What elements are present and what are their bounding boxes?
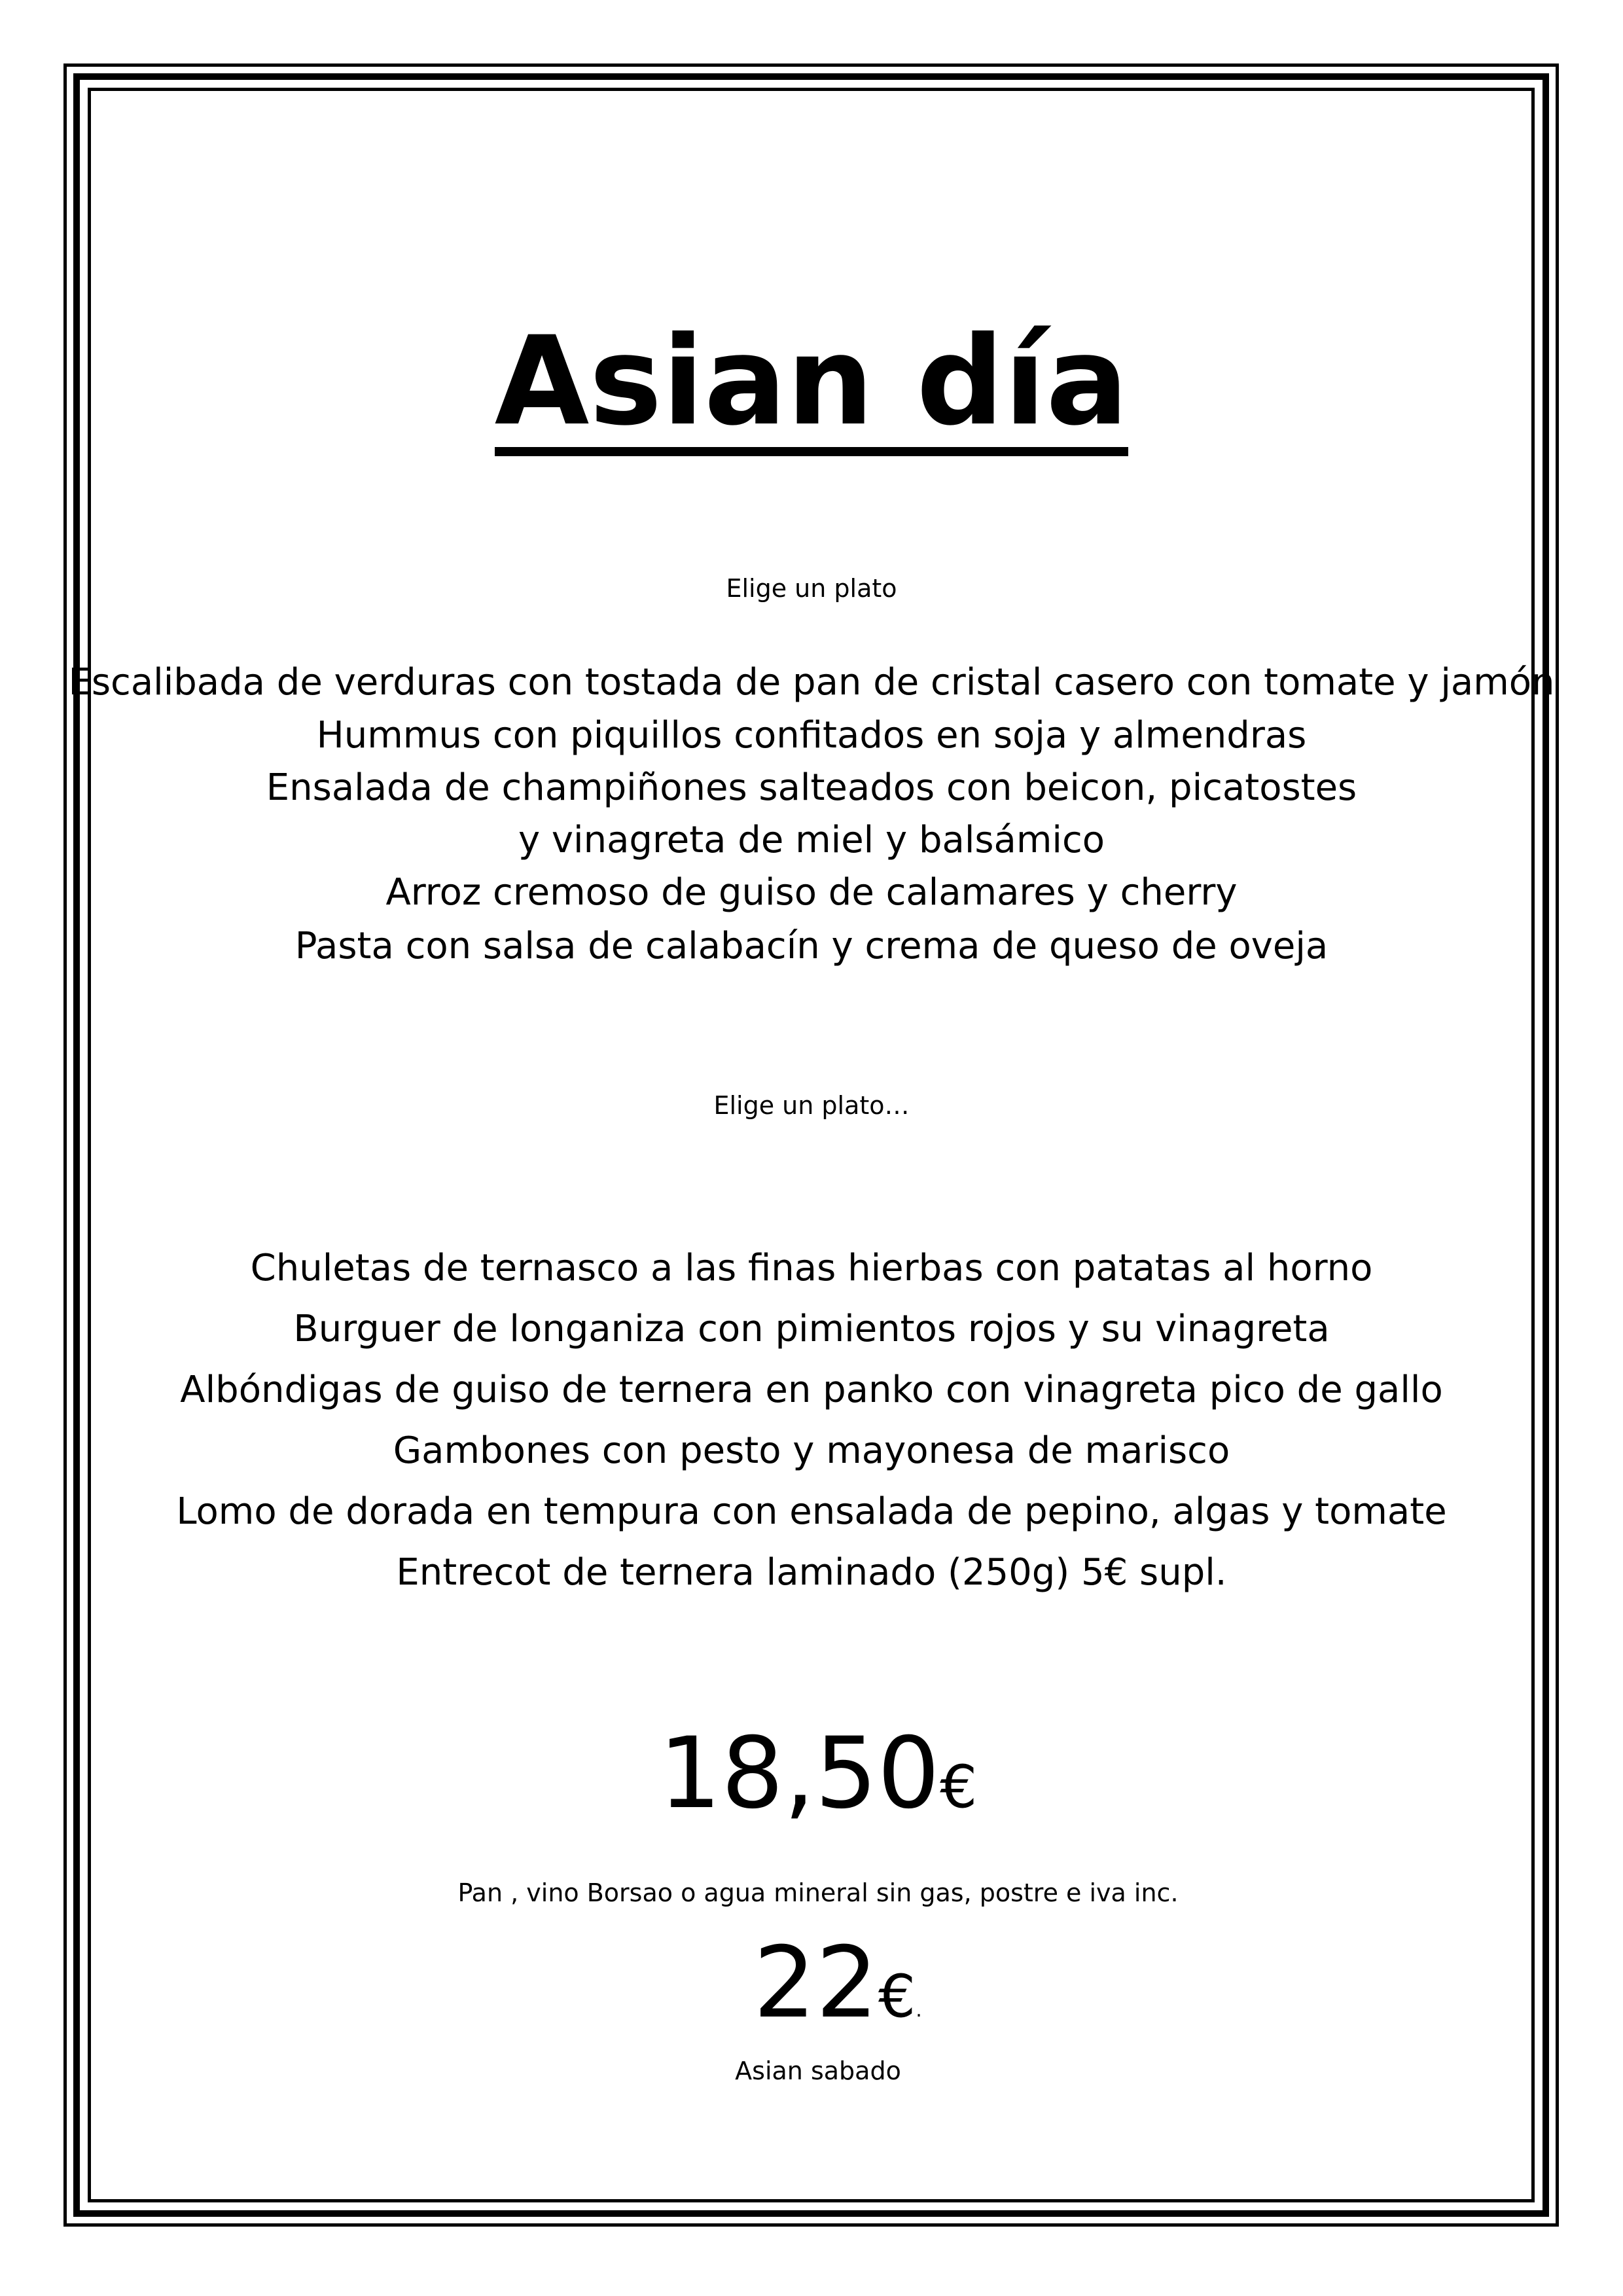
main-item: Entrecot de ternera laminado (250g) 5€ supl. bbox=[396, 1551, 1227, 1594]
starter-item: Arroz cremoso de guiso de calamares y cherry bbox=[385, 871, 1238, 914]
section2-instruction: Elige un plato… bbox=[713, 1091, 910, 1120]
saturday-price-suffix: . bbox=[916, 1999, 922, 2022]
starter-item: Hummus con piquillos confitados en soja y almendras bbox=[316, 714, 1307, 757]
starter-item: Escalibada de verduras con tostada de pan de cristal casero con tomate y jamón bbox=[68, 661, 1555, 704]
saturday-price bbox=[0, 1926, 1623, 2040]
menu-title-text: Asian día bbox=[495, 317, 1129, 456]
main-item: Burguer de longaniza con pimientos rojos y su vinagreta bbox=[293, 1308, 1330, 1350]
starter-item: Ensalada de champiñones salteados con beicon, picatostes bbox=[266, 766, 1357, 809]
main-item: Chuletas de ternasco a las finas hierbas con patatas al horno bbox=[250, 1247, 1373, 1289]
main-item: Albóndigas de guiso de ternera en panko con vinagreta pico de gallo bbox=[180, 1369, 1443, 1411]
weekday-price-currency: € bbox=[940, 1753, 978, 1821]
price-includes-note: Pan , vino Borsao o agua mineral sin gas, postre e iva inc. bbox=[457, 1878, 1179, 1907]
saturday-label: Asian sabado bbox=[735, 2056, 901, 2085]
menu-title bbox=[0, 310, 1623, 456]
weekday-price bbox=[0, 1717, 1623, 1831]
saturday-price-amount: 22 bbox=[753, 1926, 879, 2040]
starter-item-continuation: y vinagreta de miel y balsámico bbox=[518, 819, 1105, 861]
section1-instruction: Elige un plato bbox=[726, 574, 897, 603]
starter-item: Pasta con salsa de calabacín y crema de queso de oveja bbox=[294, 925, 1329, 967]
saturday-price-currency: € bbox=[878, 1962, 916, 2031]
main-item: Lomo de dorada en tempura con ensalada de pepino, algas y tomate bbox=[176, 1490, 1447, 1533]
weekday-price-amount: 18,50 bbox=[658, 1717, 940, 1831]
main-item: Gambones con pesto y mayonesa de marisco bbox=[393, 1429, 1230, 1472]
